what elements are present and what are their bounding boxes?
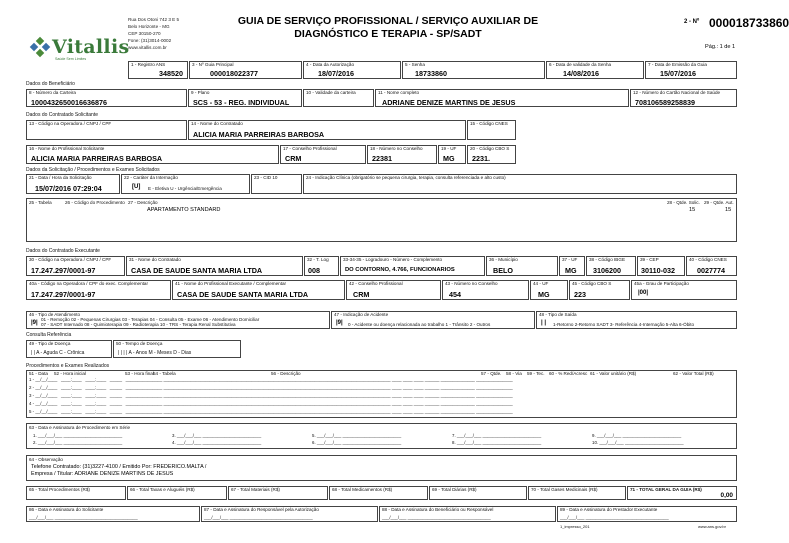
section-executante: Dados do Contratado Executante — [26, 248, 100, 254]
field-label: 33-34-35 - Logradouro - Número - Complemento — [343, 257, 443, 262]
field-label: 63 - Data e Assinatura de Procedimento em Série — [29, 425, 131, 430]
exec-municipio-field — [486, 256, 558, 276]
field-label: 41 - Nome do Profissional Executante / Complementar — [175, 281, 287, 286]
field-value: 22381 — [372, 154, 392, 163]
data-autorizacao-field — [303, 61, 401, 79]
address-line: Rua Dos Otoni 742 3 E 5 — [128, 17, 180, 22]
total-gases — [528, 486, 626, 500]
field-label: 23 - CID 10 — [254, 175, 278, 180]
column-header: 59 - Tec. — [527, 371, 545, 376]
field-label: 8 - Número da Carteira — [29, 90, 76, 95]
footer-right: www.ans.gov.br — [698, 524, 726, 529]
field-value: |00| — [638, 290, 649, 296]
serie-item: 1. ___/___/___ ________________________ — [33, 433, 123, 438]
address-line: www.vitallis.com.br — [128, 44, 167, 50]
table-row: 1 - __/__/____ ____:____ ____:____ _____ _______________ _____________________________________________________________________________________________ ____ ____ ____ ______ ______________ _______________ — [29, 377, 513, 382]
exec-uf2-field — [530, 280, 568, 300]
carteira-field — [26, 89, 187, 107]
validade-carteira-field — [303, 89, 374, 107]
field-legend: 1-Retorno 2-Retorno SADT 3- Referência 4-Internação 5-Alta 6-Óbito — [553, 322, 695, 327]
uf-field — [438, 145, 466, 164]
field-label: 1 - Registro ANS — [131, 62, 166, 67]
logo-text: Vitallis — [52, 36, 130, 58]
field-label: 5 - Senha — [405, 62, 425, 67]
table-row: 2 - __/__/____ ____:____ ____:____ _____ _______________ _____________________________________________________________________________________________ ____ ____ ____ ______ ______________ _______________ — [29, 385, 513, 390]
field-label: 87 - Data e Assinatura do Responsável pela Autorização — [204, 507, 319, 512]
operator-address — [128, 17, 179, 52]
address-line: CEP 30150-270 — [128, 30, 161, 36]
column-header: 51 - Data — [29, 371, 48, 376]
field-label: 9 - Plano — [191, 90, 210, 95]
field-value: CRM — [285, 154, 302, 163]
total-medicamentos — [329, 486, 428, 500]
column-header: 26 - Código do Procedimento — [65, 200, 125, 205]
tipo-atendimento-field — [26, 311, 330, 329]
indicacao-acidente-field — [331, 311, 535, 329]
field-label: 12 - Número do Cartão Nacional de Saúde — [633, 90, 721, 95]
field-label: 40a - Código na Operadora / CPF do exec. Complementar — [29, 281, 148, 286]
field-label: 66 - Total Taxas e Aluguéis (R$) — [130, 487, 195, 492]
field-label: 14 - Nome do Contratado — [191, 121, 243, 126]
numero-conselho-field — [367, 145, 437, 164]
observacao-line: Empresa / Titular: ADRIANE DENIZE MARTINS DE JESUS — [31, 471, 174, 477]
serie-item: 7. ___/___/___ ________________________ — [452, 433, 542, 438]
field-label: 15 - Código CNES — [470, 121, 508, 126]
field-value: 008 — [308, 266, 320, 275]
field-value: ADRIANE DENIZE MARTINS DE JESUS — [382, 98, 516, 107]
logo-subtitle: Saúde Sem Limites — [55, 57, 87, 61]
qtde-solicitada: 15 — [689, 207, 696, 213]
field-label: 64 - Observação — [29, 457, 63, 462]
field-label: 6 - Data de validade da Senha — [549, 62, 612, 67]
total-materiais — [228, 486, 328, 500]
page-indicator: Pág.: 1 de 1 — [705, 44, 736, 50]
footer-left: 1_impresso_201 — [560, 524, 590, 529]
total-geral — [627, 486, 737, 500]
guia-principal-field — [189, 61, 302, 79]
field-label: 43 - Número no Conselho — [445, 281, 498, 286]
field-value: 18/07/2016 — [318, 69, 354, 78]
section-consulta: Consulta Referência — [26, 332, 72, 338]
field-value: 30110-032 — [641, 266, 675, 275]
conselho-field — [280, 145, 366, 164]
field-label: 22 - Caráter da Internação — [124, 175, 178, 180]
emissao-guia-field — [645, 61, 737, 79]
field-value: 15/07/2016 — [660, 69, 696, 78]
procedure-description: APARTAMENTO STANDARD — [147, 207, 221, 213]
field-label: 40 - Código CNES — [689, 257, 727, 262]
title-line: DIAGNÓSTICO E TERAPIA - SP/SADT — [294, 28, 482, 40]
field-label: 65 - Total Procedimentos (R$) — [29, 487, 90, 492]
field-value: 223 — [574, 290, 586, 299]
field-value: 18733860 — [415, 69, 447, 78]
field-label: 30 - Código na Operadora / CNPJ / CPF — [29, 257, 112, 262]
field-label: 48 - Tipo de Saída — [539, 312, 577, 317]
indicacao-clinica-field — [303, 174, 737, 194]
exec-ibge-field — [586, 256, 636, 276]
column-header: 54 - Tabela — [153, 371, 176, 376]
observacao-line: Telefone Contratado: (31)3227-4100 / Emitido Por: FREDERICO.MALTA / — [31, 464, 207, 470]
field-label: 18 - Número no Conselho — [370, 146, 423, 151]
field-label: 37 - UF — [562, 257, 578, 262]
field-label: 49 - Tipo de Doença — [29, 341, 71, 346]
exec-cbo-field — [569, 280, 630, 300]
exec-nome-prof-field — [172, 280, 345, 300]
field-label: 17 - Conselho Profissional — [283, 146, 337, 151]
field-value: 454 — [449, 290, 461, 299]
total-procedimentos — [26, 486, 126, 500]
signature-line: ___/___/___ __________________________________ — [204, 515, 313, 520]
doc-number-label: 2 - Nº — [684, 19, 700, 25]
page-title — [188, 15, 588, 41]
field-label: 68 - Total Medicamentos (R$) — [332, 487, 393, 492]
serie-item: 9. ___/___/___ ________________________ — [592, 433, 682, 438]
field-value: 000018022377 — [210, 69, 258, 78]
field-value: |9| — [31, 320, 38, 326]
field-value: 14/08/2016 — [563, 69, 599, 78]
exec-cod-prof-field — [26, 280, 171, 300]
column-header: 52 - Hora inicial — [54, 371, 86, 376]
cid-field — [251, 174, 302, 194]
field-value: CASA DE SAUDE SANTA MARIA LTDA — [177, 290, 309, 299]
serie-item: 6. ___/___/___ ________________________ — [312, 440, 402, 445]
field-value: ALICIA MARIA PARREIRAS BARBOSA — [193, 130, 325, 139]
table-row: 3 - __/__/____ ____:____ ____:____ _____ _______________ _____________________________________________________________________________________________ ____ ____ ____ ______ ______________ _______________ — [29, 393, 513, 398]
exec-logradouro-field — [340, 256, 485, 276]
field-value: |9| — [336, 320, 343, 326]
field-label: 42 - Conselho Profissional — [349, 281, 403, 286]
field-label: 3 - Nº Guia Principal — [192, 62, 234, 67]
column-header: 62 - Valor Total (R$) — [673, 371, 714, 376]
field-value: | | — [541, 320, 547, 326]
field-value: CASA DE SAUDE SANTA MARIA LTDA — [131, 266, 263, 275]
doc-number: 000018733860 — [709, 16, 789, 30]
table-row: 4 - __/__/____ ____:____ ____:____ _____ _______________ _____________________________________________________________________________________________ ____ ____ ____ ______ ______________ _______________ — [29, 401, 513, 406]
field-label: 24 - Indicação Clínica (obrigatório se pequena cirurgia, terapia, consulta referenciada e alto custo) — [306, 175, 506, 180]
field-label: 11 - Nome completo — [378, 90, 420, 95]
cns-field — [630, 89, 737, 107]
field-label: 86 - Data e Assinatura do Solicitante — [29, 507, 104, 512]
table-row: 5 - __/__/____ ____:____ ____:____ _____ _______________ _____________________________________________________________________________________________ ____ ____ ____ ______ ______________ _______________ — [29, 409, 513, 414]
section-solicitacao: Dados da Solicitação / Procedimentos e Exames Solicitados — [26, 167, 160, 173]
field-label: 47 - Indicação de Acidente — [334, 312, 389, 317]
field-value: BELO — [493, 266, 513, 275]
carater-internacao-field — [121, 174, 250, 194]
serie-item: 5. ___/___/___ ________________________ — [312, 433, 402, 438]
section-beneficiario: Dados do Beneficiário — [26, 81, 75, 87]
title-line: GUIA DE SERVIÇO PROFISSIONAL / SERVIÇO AUXILIAR DE — [237, 15, 539, 27]
field-value: MG — [565, 266, 577, 275]
field-label: 45 - Código CBO S — [572, 281, 612, 286]
exec-cep-field — [637, 256, 685, 276]
assinatura-beneficiario — [379, 506, 556, 522]
registro-ans-field — [128, 61, 188, 79]
field-value: 1000432650016636876 — [31, 98, 107, 107]
field-legend: 07 - SADT Internado 08 - Quimioterapia 09 - Radioterapia 10 - TRS - Terapia Renal Substitutiva — [41, 322, 236, 327]
serie-item: 3. ___/___/___ ________________________ — [172, 433, 262, 438]
field-label: 32 - T. Log — [307, 257, 329, 262]
total-taxas — [127, 486, 227, 500]
exec-uf-field — [559, 256, 585, 276]
field-value: MG — [443, 154, 455, 163]
tempo-doenca-field — [113, 340, 241, 358]
column-header: 25 - Tabela — [29, 200, 52, 205]
serie-item: 10. ___/___/___ ________________________ — [592, 440, 684, 445]
assinatura-autorizacao — [201, 506, 378, 522]
field-label: 19 - UF — [441, 146, 457, 151]
field-label: 31 - Nome do Contratado — [129, 257, 181, 262]
total-diarias — [429, 486, 527, 500]
serie-item: 2. ___/___/___ ________________________ — [33, 440, 123, 445]
exec-conselho-field — [346, 280, 441, 300]
signature-line: ___/___/___ __________________________________ — [560, 515, 669, 520]
field-label: 69 - Total Diárias (R$) — [432, 487, 477, 492]
tipo-doenca-field — [26, 340, 112, 358]
field-label: 50 - Tempo de Doença — [116, 341, 163, 346]
serie-item: 4. ___/___/___ ________________________ — [172, 440, 262, 445]
procedimentos-solicitados-table — [26, 198, 737, 242]
signature-line: ___/___/___ __________________________________ — [382, 515, 491, 520]
field-label: 44 - UF — [533, 281, 549, 286]
profissional-solicitante-field — [26, 145, 279, 164]
cbo-field — [467, 145, 516, 164]
exec-nome-field — [126, 256, 303, 276]
exec-numero-conselho-field — [442, 280, 529, 300]
plano-field — [188, 89, 302, 107]
field-legend: 01 - Remoção 02 - Pequenas Cirurgias 03 - Terapias 04 - Consulta 05 - Exame 06 - Atendimento Domiciliar — [41, 317, 260, 322]
total-geral-value: 0,00 — [720, 492, 733, 499]
vitallis-logo-icon — [30, 37, 50, 57]
field-label: 39 - CEP — [640, 257, 659, 262]
field-value: 17.247.297/0001-97 — [31, 266, 96, 275]
field-label: 7 - Data de Emissão da Guia — [648, 62, 707, 67]
column-header: 61 - Valor unitário (R$) — [590, 371, 637, 376]
field-label: 13 - Código na Operadora / CNPJ / CPF — [29, 121, 112, 126]
field-value: SCS - 53 - REG. INDIVIDUAL — [193, 98, 290, 107]
section-solicitante: Dados do Contratado Solicitante — [26, 112, 98, 118]
field-label: 67 - Total Materiais (R$) — [231, 487, 280, 492]
field-legend: E - Eletiva U - Urgência/Emergência — [148, 186, 222, 191]
exec-cnes-field — [686, 256, 737, 276]
field-value: 348520 — [159, 69, 183, 78]
column-header: 28 - Qtde. Solic. — [667, 200, 700, 205]
qtde-autorizada: 15 — [725, 207, 732, 213]
field-value: MG — [538, 290, 550, 299]
exec-codigo-field — [26, 256, 125, 276]
field-value: 2231. — [472, 154, 490, 163]
field-value: | | A - Aguda C - Crônica — [31, 350, 85, 356]
column-header: 29 - Qtde. Aut. — [704, 200, 734, 205]
field-label: 21 - Data / Hora da Solicitação — [29, 175, 92, 180]
column-header: 53 - Hora final — [125, 371, 154, 376]
field-value: 17.247.297/0001-97 — [31, 290, 96, 299]
address-line: Belo Horizonte - MG — [128, 23, 170, 29]
field-label: 45a - Grau de Participação — [634, 281, 689, 286]
field-value: [U] — [132, 184, 141, 190]
field-label: 38 - Código IBGE — [589, 257, 626, 262]
field-label: 88 - Data e Assinatura do Beneficiário ou Responsável — [382, 507, 494, 512]
field-label: 36 - Município — [489, 257, 518, 262]
field-value: 15/07/2016 07:29:04 — [35, 184, 102, 193]
field-label: 89 - Data e Assinatura do Prestador Executante — [560, 507, 658, 512]
field-value: 0027774 — [697, 266, 725, 275]
section-realizados: Procedimentos e Exames Realizados — [26, 363, 110, 369]
signature-line: ___/___/___ __________________________________ — [29, 515, 138, 520]
senha-field — [402, 61, 545, 79]
field-value: 708106589258839 — [635, 98, 695, 107]
column-header: 56 - Descrição — [271, 371, 301, 376]
procedimentos-realizados-table — [26, 370, 737, 418]
column-header: 57 - Qtde. — [481, 371, 502, 376]
validade-senha-field — [546, 61, 644, 79]
column-header: 58 - Via — [506, 371, 522, 376]
serie-item: 8. ___/___/___ ________________________ — [452, 440, 542, 445]
nome-contratado-field — [188, 120, 466, 140]
assinatura-prestador — [557, 506, 737, 522]
column-header: 27 - Descrição — [128, 200, 158, 205]
field-label: 16 - Nome do Profissional Solicitante — [29, 146, 105, 151]
field-label: 70 - Total Gases Medicinais (R$) — [531, 487, 598, 492]
data-hora-solicitacao-field — [26, 174, 120, 194]
address-line: Fone: (31)3014-0002 — [128, 37, 172, 43]
codigo-operadora-field — [26, 120, 187, 140]
nome-beneficiario-field — [375, 89, 629, 107]
field-value: CRM — [353, 290, 370, 299]
column-header: 60 - % Red/Acresc — [549, 371, 588, 376]
field-value: 3106200 — [593, 266, 621, 275]
field-value: | | | | A - Anos M - Meses D - Dias — [118, 350, 192, 356]
field-value: ALICIA MARIA PARREIRAS BARBOSA — [31, 154, 163, 163]
field-value: DO CONTORNO, 4.766, FUNCIONARIOS — [345, 267, 455, 273]
field-label: 46 - Tipo de Atendimento — [29, 312, 81, 317]
field-legend: 0 - Acidente ou doença relacionada ao trabalho 1 - Trânsito 2 - Outros — [348, 322, 491, 327]
observacao-box — [26, 455, 737, 481]
field-label: 71 - TOTAL GERAL DA GUIA (R$) — [630, 487, 702, 492]
cnes-field — [467, 120, 516, 140]
tipo-saida-field — [536, 311, 737, 329]
exec-grau-field — [631, 280, 737, 300]
exec-tlog-field — [304, 256, 339, 276]
assinatura-solicitante — [26, 506, 200, 522]
field-label: 20 - Código CBO S — [470, 146, 510, 151]
field-label: 4 - Data da Autorização — [306, 62, 355, 67]
assinaturas-serie-box — [26, 423, 737, 449]
field-label: 10 - Validade da carteira — [306, 90, 356, 95]
